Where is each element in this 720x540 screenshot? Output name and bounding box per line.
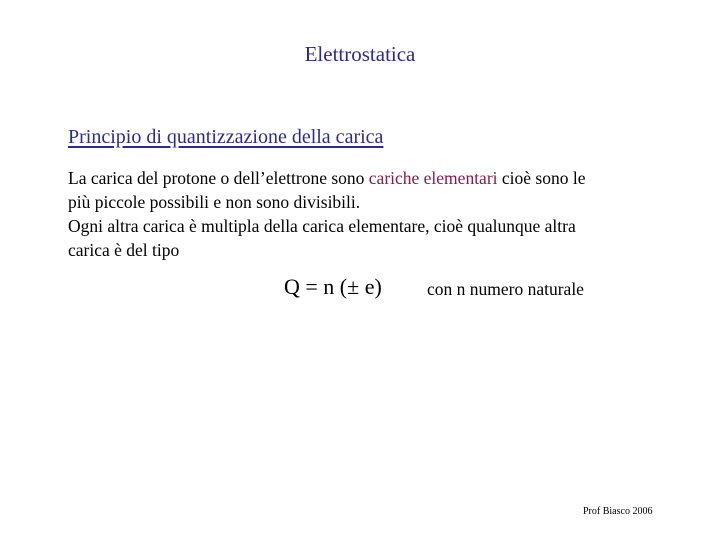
paragraph-line-1-start: La carica del protone o dell’elettrone sono bbox=[68, 168, 369, 188]
section-heading: Principio di quantizzazione della carica bbox=[68, 126, 384, 148]
slide-title: Elettrostatica bbox=[304, 42, 416, 66]
paragraph-line-1 bbox=[68, 166, 668, 190]
paragraph-line-4: carica è del tipo bbox=[68, 240, 180, 260]
paragraph-line-3: Ogni altra carica è multipla della carica elementare, cioè qualunque altra bbox=[68, 216, 576, 236]
highlighted-term: cariche elementari bbox=[368, 168, 498, 188]
charge-formula: Q = n (± e) bbox=[284, 274, 382, 299]
footer-credit: Prof Biasco 2006 bbox=[583, 506, 653, 517]
body-paragraph bbox=[68, 166, 668, 262]
paragraph-line-2: più piccole possibili e non sono divisibili. bbox=[68, 192, 361, 212]
paragraph-line-1-end: cioè sono le bbox=[497, 168, 586, 188]
formula-note: con n numero naturale bbox=[427, 279, 584, 299]
